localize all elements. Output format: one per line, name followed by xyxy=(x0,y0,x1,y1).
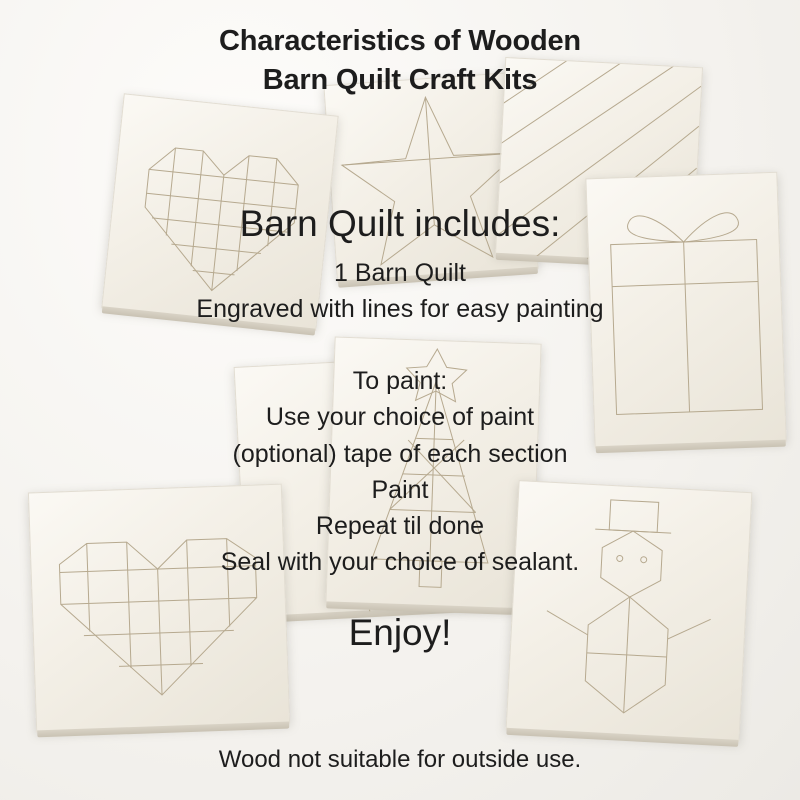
page-title xyxy=(0,22,800,100)
paint-instructions xyxy=(0,363,800,581)
title-line-2: Barn Quilt Craft Kits xyxy=(262,64,538,97)
paint-step: Seal with your choice of sealant. xyxy=(220,548,580,577)
paint-step: Use your choice of paint xyxy=(265,403,535,432)
paint-step: (optional) tape of each section xyxy=(232,439,568,468)
paint-step: Paint xyxy=(371,475,429,504)
closing-text: Enjoy! xyxy=(348,612,452,653)
includes-heading: Barn Quilt includes: xyxy=(239,203,561,244)
includes-item: Engraved with lines for easy painting xyxy=(196,294,604,323)
includes-list xyxy=(0,256,800,327)
paint-step: Repeat til done xyxy=(315,512,485,540)
title-line-1: Characteristics of Wooden xyxy=(219,25,581,57)
footer-note: Wood not suitable for outside use. xyxy=(218,746,582,773)
paint-heading: To paint: xyxy=(352,367,448,395)
includes-item: 1 Barn Quilt xyxy=(333,259,466,287)
